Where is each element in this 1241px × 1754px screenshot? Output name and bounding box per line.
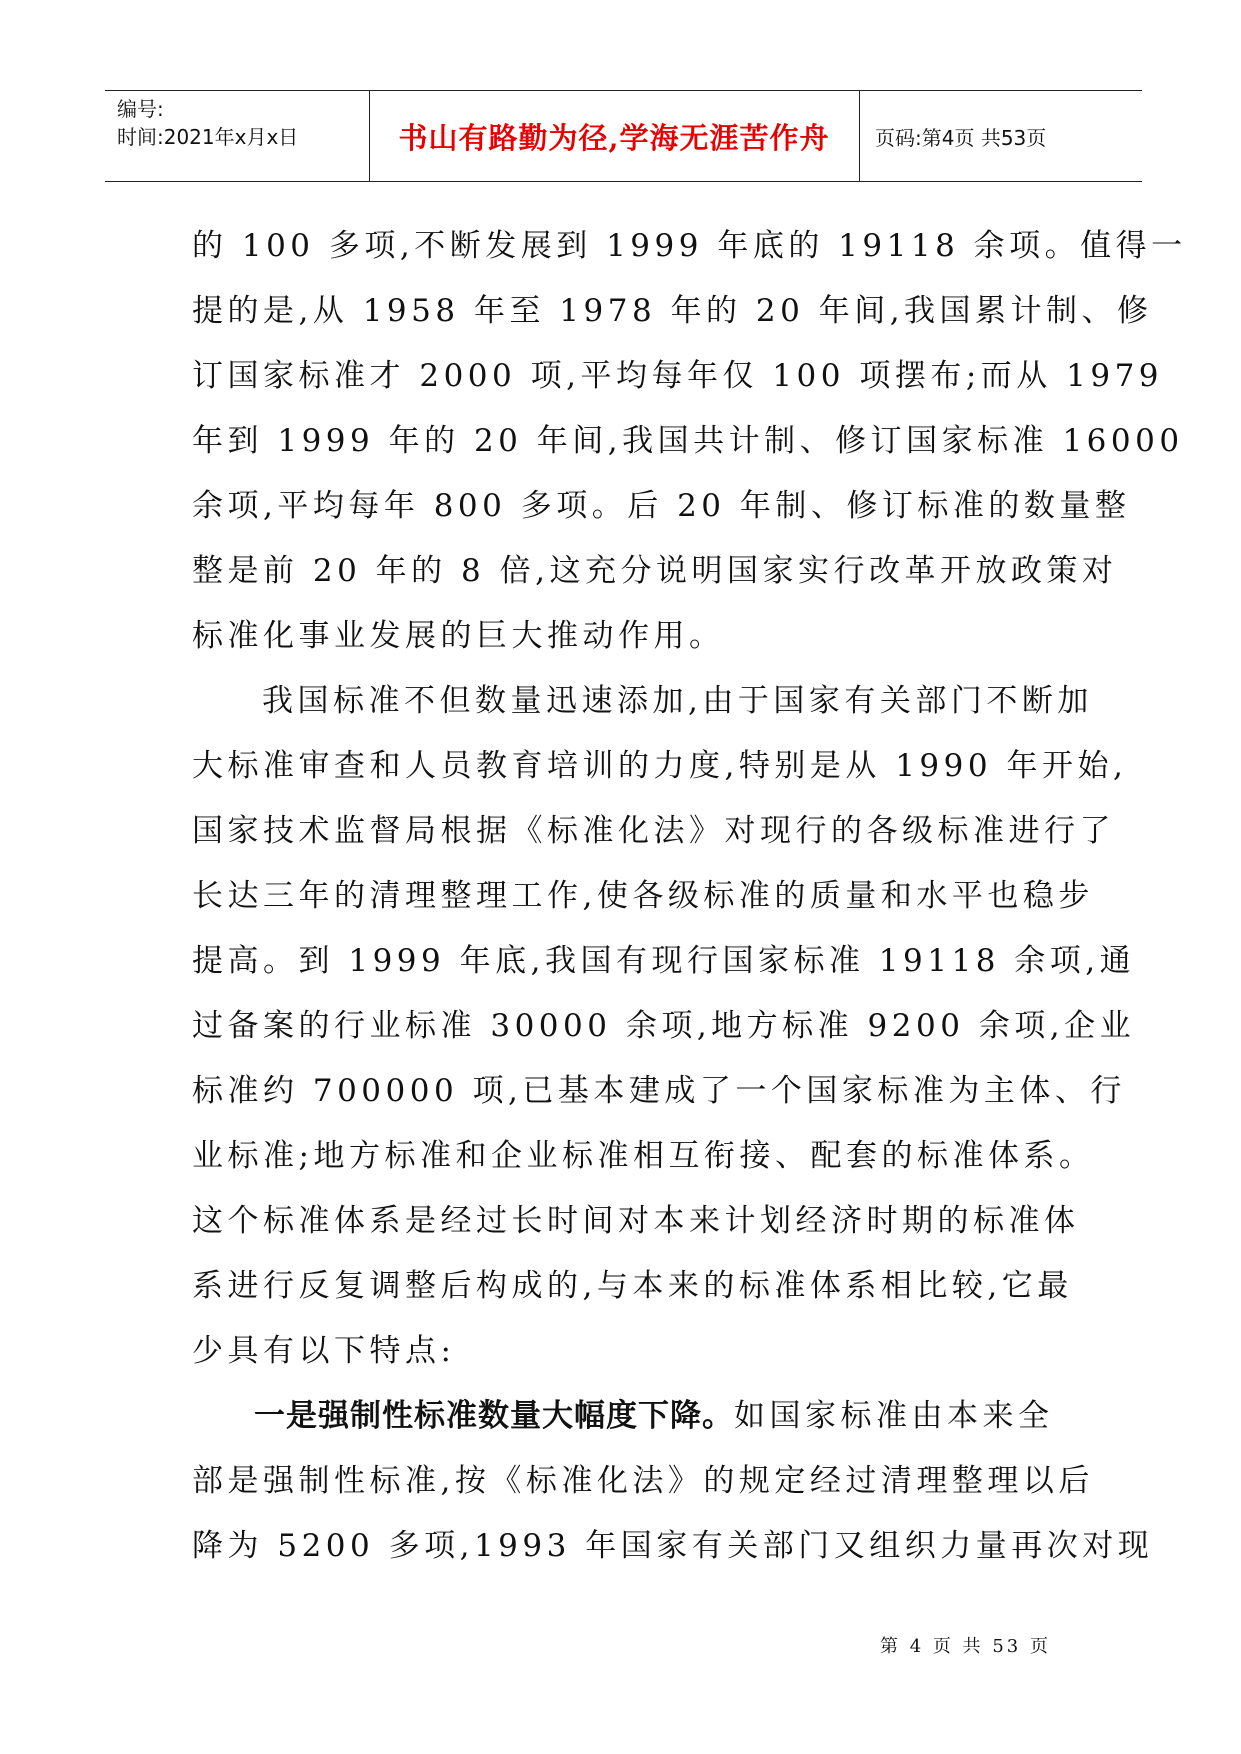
body-line: 部是强制性标准,按《标准化法》的规定经过清理整理以后 xyxy=(192,1463,1094,1499)
point-one-line xyxy=(192,1384,1072,1449)
body-line: 长达三年的清理整理工作,使各级标准的质量和水平也稳步 xyxy=(192,878,1094,914)
body-line: 提高。到 1999 年底,我国有现行国家标准 19118 余项,通 xyxy=(192,943,1136,979)
header-divider-right xyxy=(859,91,860,181)
document-body xyxy=(192,214,1187,1579)
body-line: 系进行反复调整后构成的,与本来的标准体系相比较,它最 xyxy=(192,1268,1073,1304)
body-line: 标准约 700000 项,已基本建成了一个国家标准为主体、行 xyxy=(192,1073,1126,1109)
body-line: 过备案的行业标准 30000 余项,地方标准 9200 余项,企业 xyxy=(192,1008,1136,1044)
header-page-info: 页码:第4页 共53页 xyxy=(875,125,1047,150)
body-line: 国家技术监督局根据《标准化法》对现行的各级标准进行了 xyxy=(192,813,1115,849)
body-line-text: 我国标准不但数量迅速添加,由于国家有关部门不断加 xyxy=(262,683,1093,719)
body-line: 业标准;地方标准和企业标准相互衔接、配套的标准体系。 xyxy=(192,1138,1095,1174)
page-header xyxy=(105,90,1142,182)
body-line: 降为 5200 多项,1993 年国家有关部门又组织力量再次对现 xyxy=(192,1528,1154,1564)
body-line: 整是前 20 年的 8 倍,这充分说明国家实行改革开放政策对 xyxy=(192,553,1118,589)
body-line: 订国家标准才 2000 项,平均每年仅 100 项摆布;而从 1979 xyxy=(192,358,1164,394)
body-line: 大标准审查和人员教育培训的力度,特别是从 1990 年开始, xyxy=(192,748,1128,784)
body-line: 提的是,从 1958 年至 1978 年的 20 年间,我国累计制、修 xyxy=(192,293,1153,329)
page-footer: 第 4 页 共 53 页 xyxy=(880,1636,1051,1657)
point-one-text: 如国家标准由本来全 xyxy=(734,1398,1054,1434)
time-label: 时间:2021年x月x日 xyxy=(117,125,299,149)
body-line: 这个标准体系是经过长时间对本来计划经济时期的标准体 xyxy=(192,1203,1080,1239)
body-line: 的 100 多项,不断发展到 1999 年底的 19118 余项。值得一 xyxy=(192,228,1187,264)
body-line: 余项,平均每年 800 多项。后 20 年制、修订标准的数量整 xyxy=(192,488,1131,524)
serial-label: 编号: xyxy=(117,97,164,121)
header-motto: 书山有路勤为径,学海无涯苦作舟 xyxy=(398,120,830,155)
point-one-heading: 一是强制性标准数量大幅度下降。 xyxy=(254,1398,734,1434)
paragraph-start xyxy=(192,669,1093,734)
body-line: 年到 1999 年的 20 年间,我国共计制、修订国家标准 16000 xyxy=(192,423,1184,459)
body-line: 少具有以下特点: xyxy=(192,1333,456,1369)
body-line: 标准化事业发展的巨大推动作用。 xyxy=(192,618,725,654)
